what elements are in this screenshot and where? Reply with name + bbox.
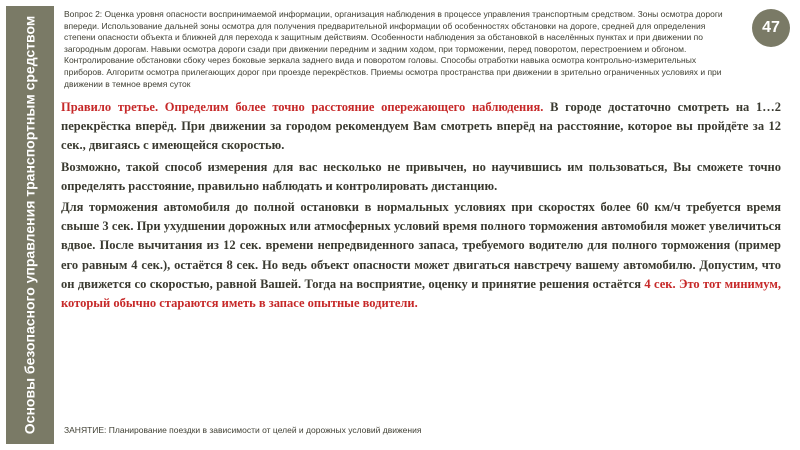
main-text (61, 98, 781, 315)
lesson-footer (64, 425, 421, 435)
paragraph-measurement: Возможно, такой способ измерения для вас несколько не привычен, но научившись им пользоваться, Вы сможете точно определять расстояние, правильно наблюдать и контролировать дистанцию. (61, 159, 781, 193)
sidebar-title: Основы безопасного управления транспортным средством (21, 15, 38, 435)
footer-prefix: ЗАНЯТИЕ: (64, 425, 107, 435)
rule-text: В городе достаточно смотреть на 1…2 перекрёстка вперёд. При движении за городом рекомендуем Вам смотреть вперёд на расстояние, которое вы пройдёте за 12 сек., двигаясь с имеющейся скоростью. (61, 100, 782, 153)
braking-conclusion: 4 сек. Это тот минимум, который обычно стараются иметь в запасе опытные водители. (61, 276, 781, 311)
slide-number-badge: 47 (752, 9, 790, 47)
question-prefix: Вопрос 2: (64, 9, 103, 19)
question-block (64, 9, 736, 90)
paragraph-braking (61, 198, 781, 313)
braking-text: Для торможения автомобиля до полной остановки в нормальных условиях при скоростях более 60 км/ч требуется время свыше 3 сек. При ухудшении дорожных или атмосферных условий время полного торможения автомобиля может увеличиться вдвое. После вычитания из 12 сек. времени непредвиденного запаса, требуемого водителю для полного торможения (пример его равным 4 сек.), остаётся 8 сек. Но ведь объект опасности может двигаться навстречу вашему автомобилю. Допустим, что он движется со скоростью, равной Вашей. Тогда на восприятие, оценку и принятие решения остаётся (61, 200, 781, 291)
sidebar-panel (6, 6, 54, 444)
rule-heading: Правило третье. Определим более точно расстояние опережающего наблюдения. (61, 100, 544, 114)
question-body: Оценка уровня опасности воспринимаемой информации, организация наблюдения в процессе управления транспортным средством. Зоны осмотра дороги впереди. Использование дальней зоны осмотра для получения предварительной информации об особенностях обстановки на дороге, средней для определения степени опасности объекта и ближней для перехода к защитным действиям. Особенности наблюдения за обстановкой в населённых пунктах и при движении по загородным дорогам. Навыки осмотра дороги сзади при движении передним и задним ходом, при торможении, перед поворотом, перестроением и обгоном. Контролирование обстановки сбоку через боковые зеркала заднего вида и поворотом головы. Способы отработки навыка осмотра контрольно-измерительных приборов. Алгоритм осмотра прилегающих дорог при проезде перекрёстков. Приемы осмотра пространства при движении в зрительно ограниченных условиях и при движении в темное время суток (64, 9, 723, 89)
footer-text: Планирование поездки в зависимости от целей и дорожных условий движения (108, 425, 422, 435)
paragraph-rule (61, 98, 781, 156)
